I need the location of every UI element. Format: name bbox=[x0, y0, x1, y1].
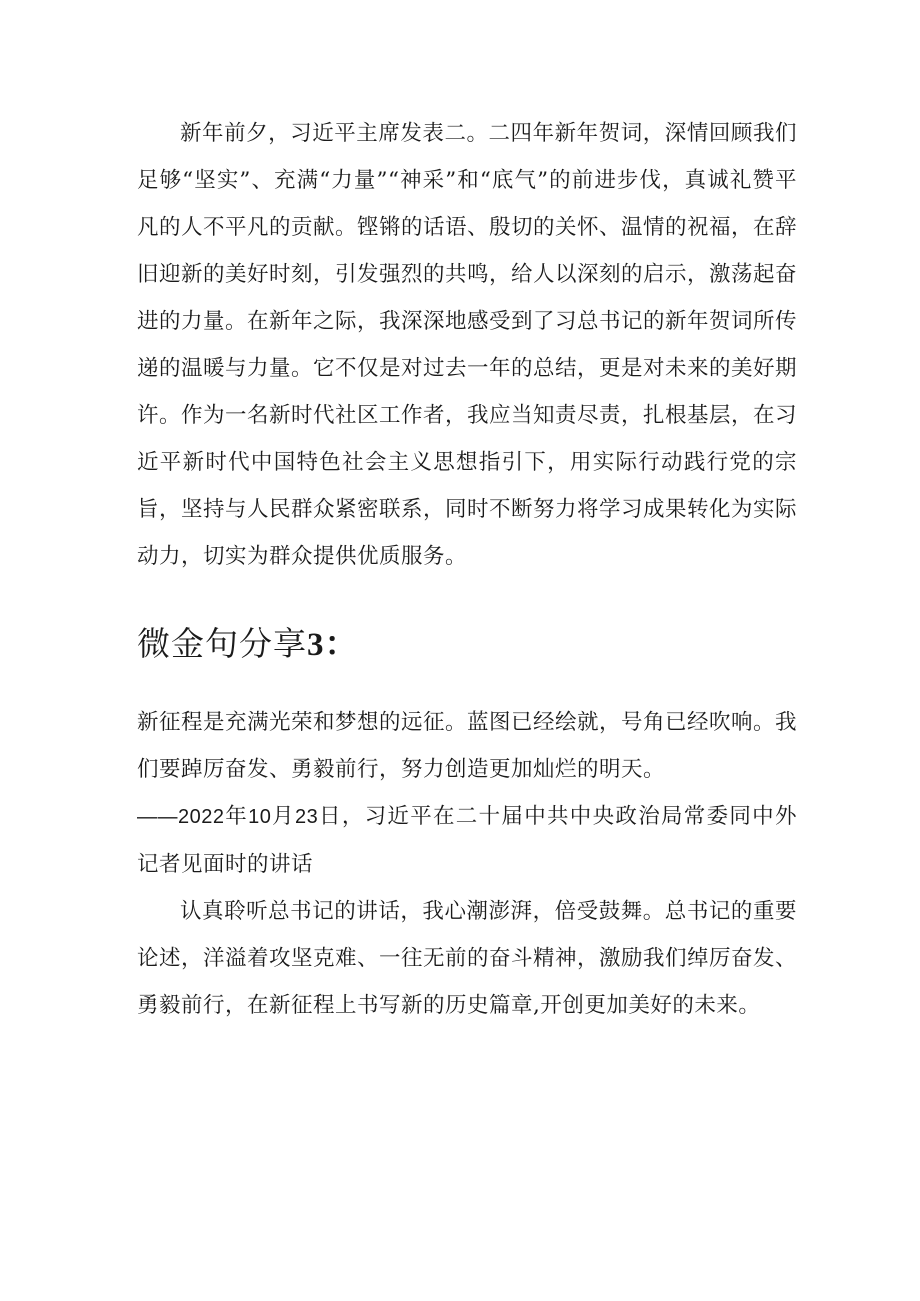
source-year: 2022 bbox=[178, 806, 225, 828]
source-rest: 日，习近平在二十届中共中央政治局常委同中外记者见面时的讲话 bbox=[137, 804, 797, 877]
source-day: 23 bbox=[294, 806, 319, 828]
quote-text: 新征程是充满光荣和梦想的远征。蓝图已经绘就，号角已经吹响。我们要踔厉奋发、勇毅前行，努力创造更加灿烂的明天。 bbox=[137, 710, 798, 782]
source-month: 10 bbox=[248, 806, 272, 828]
section-heading-text: 微金句分享 bbox=[137, 624, 307, 663]
source-dash: —— bbox=[137, 806, 178, 828]
quote-source bbox=[137, 793, 797, 888]
section-heading-suffix: ： bbox=[324, 627, 359, 663]
section-heading-number: 3 bbox=[307, 627, 325, 663]
reflection-paragraph-2: 认真聆听总书记的讲话，我心潮澎湃，倍受鼓舞。总书记的重要论述，洋溢着攻坚克难、一往无前的奋斗精神，激励我们绰厉奋发、勇毅前行，在新征程上书写新的历史篇章,开创更加美好的未来。 bbox=[137, 899, 798, 1018]
source-month-unit: 月 bbox=[271, 804, 295, 829]
source-year-unit: 年 bbox=[224, 804, 249, 829]
reflection-paragraph-1: 新年前夕，习近平主席发表二。二四年新年贺词，深情回顾我们足够“坚实”、充满“力量”“神采”和“底气”的前进步伐，真诚礼赞平凡的人不平凡的贡献。铿锵的话语、殷切的关怀、温情的祝福，在辞旧迎新的美好时刻，引发强烈的共鸣，给人以深刻的启示，激荡起奋进的力量。在新年之际，我深深地感受到了习总书记的新年贺词所传递的温暖与力量。它不仅是对过去一年的总结，更是对未来的美好期许。作为一名新时代社区工作者，我应当知责尽责，扎根基层，在习近平新时代中国特色社会主义思想指引下，用实际行动践行党的宗旨，坚持与人民群众紧密联系，同时不断努力将学习成果转化为实际动力，切实为群众提供优质服务。 bbox=[137, 121, 798, 569]
section-heading bbox=[137, 614, 797, 675]
document-page bbox=[137, 110, 797, 1029]
